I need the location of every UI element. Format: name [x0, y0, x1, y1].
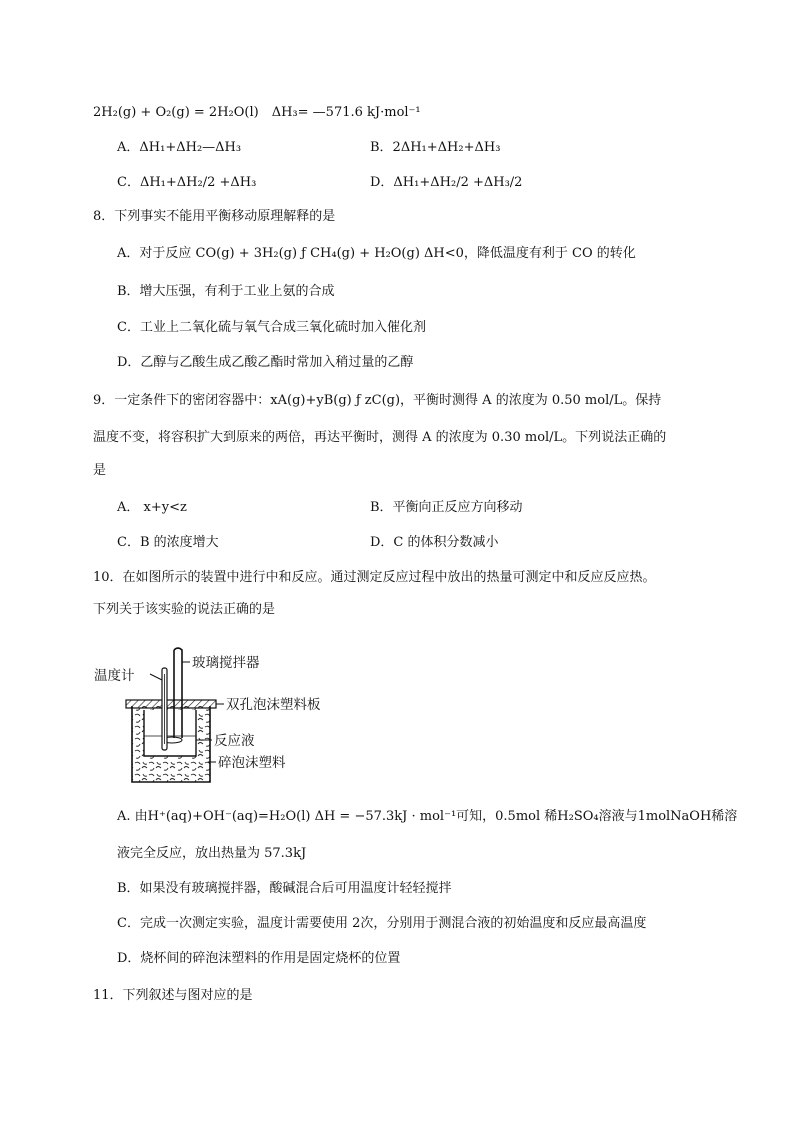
inner-beaker — [144, 710, 196, 756]
q9-stem-line2: 温度不变，将容积扩大到原来的两倍，再达平衡时，测得 A 的浓度为 0.30 mol/L。下列说法正确的 — [93, 430, 667, 445]
q10-stem-line2: 下列关于该实验的说法正确的是 — [93, 602, 276, 617]
label-thermometer: 温度计 — [94, 668, 135, 684]
q7-option-b: B．2ΔH₁+ΔH₂+ΔH₃ — [370, 140, 501, 155]
thermometer — [162, 668, 167, 750]
label-reaction-liquid: 反应液 — [214, 733, 255, 749]
q7-option-a: A．ΔH₁+ΔH₂—ΔH₃ — [117, 140, 242, 155]
label-stirrer: 玻璃搅拌器 — [192, 655, 260, 671]
q7-option-d: D．ΔH₁+ΔH₂/2 +ΔH₃/2 — [370, 175, 523, 190]
q8-option-c: C．工业上二氧化硫与氧气合成三氧化硫时加入催化剂 — [117, 320, 426, 335]
q8-stem: 8．下列事实不能用平衡移动原理解释的是 — [93, 209, 336, 224]
q7-equation: 2H₂(g) + O₂(g) = 2H₂O(l) ΔH₃= —571.6 kJ·mol⁻¹ — [93, 105, 421, 120]
q10-option-a-line2: 液完全反应，放出热量为 57.3kJ — [117, 846, 307, 861]
label-foam-board: 双孔泡沫塑料板 — [226, 697, 321, 713]
q8-option-d: D．乙醇与乙酸生成乙酸乙酯时常加入稍过量的乙醇 — [117, 355, 414, 370]
leader-thermometer — [150, 674, 162, 680]
q9-option-b: B．平衡向正反应方向移动 — [370, 500, 523, 515]
q7-option-c: C．ΔH₁+ΔH₂/2 +ΔH₃ — [117, 175, 257, 190]
label-foam-pieces: 碎泡沫塑料 — [218, 755, 286, 771]
q9-option-d: D．C 的体积分数减小 — [370, 535, 499, 550]
foam-board — [126, 700, 216, 708]
q11-stem: 11．下列叙述与图对应的是 — [93, 988, 253, 1003]
q9-stem-line3: 是 — [93, 463, 107, 478]
calorimeter-diagram — [92, 640, 352, 790]
q10-stem-line1: 10．在如图所示的装置中进行中和反应。通过测定反应过程中放出的热量可测定中和反应反应热。 — [93, 570, 656, 585]
q10-option-b: B．如果没有玻璃搅拌器，酸碱混合后可用温度计轻轻搅拌 — [117, 881, 452, 896]
q9-option-a: A． x+y<z — [117, 500, 187, 515]
q9-stem-line1: 9．一定条件下的密闭容器中：xA(g)+yB(g) ƒ zC(g)，平衡时测得 A 的浓度为 0.50 mol/L。保持 — [93, 393, 662, 408]
q10-option-a-line1: A. 由H⁺(aq)+OH⁻(aq)=H₂O(l) ΔH = −57.3kJ · mol⁻¹可知，0.5mol 稀H₂SO₄溶液与1molNaOH稀溶 — [117, 809, 738, 824]
q10-option-d: D．烧杯间的碎泡沫塑料的作用是固定烧杯的位置 — [117, 951, 401, 966]
q8-option-b: B．增大压强，有利于工业上氨的合成 — [117, 284, 335, 299]
q9-option-c: C．B 的浓度增大 — [117, 535, 219, 550]
q8-option-a: A．对于反应 CO(g) + 3H₂(g) ƒ CH₄(g) + H₂O(g) ΔH<0，降低温度有利于 CO 的转化 — [117, 246, 636, 261]
q10-option-c: C．完成一次测定实验，温度计需要使用 2次，分别用于测混合液的初始温度和反应最高温度 — [117, 916, 647, 931]
